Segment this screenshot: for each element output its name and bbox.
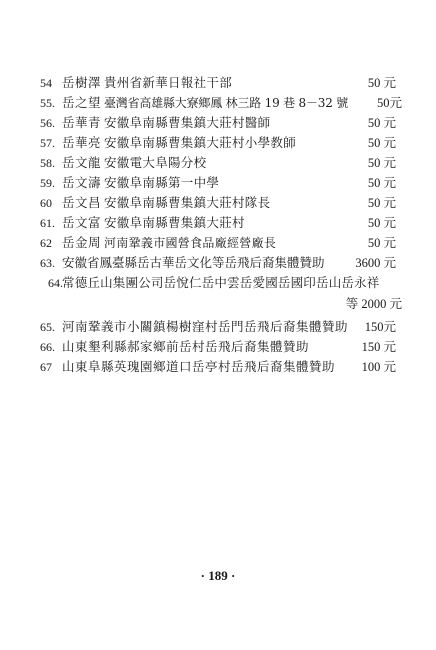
entry-number: 58.: [40, 156, 55, 170]
page-number: · 189 ·: [200, 568, 236, 583]
entry-name: 岳樹澤: [62, 75, 102, 90]
entry-name: 山東阜縣英瑰園鄉道口岳亭村岳飛后裔集體贊助: [62, 359, 336, 374]
entry-name: 常德丘山集團公司岳悅仁岳中雲岳愛國岳國印岳山岳永祥: [62, 275, 380, 290]
entry-number: 56.: [40, 116, 55, 130]
entry-name: 岳文濤: [62, 175, 102, 190]
entry-amount: 等 2000 元: [345, 297, 402, 311]
list-item: [0, 273, 436, 293]
entry-description: 安徽阜南縣曹集鎮大莊村小學教師: [104, 135, 297, 150]
entry-name: 岳文富: [62, 215, 102, 230]
list-item: [0, 73, 436, 93]
entry-name: 安徽省鳳臺縣岳古華岳文化等岳飛后裔集體贊助: [62, 255, 325, 270]
entry-amount: 50元: [376, 96, 402, 110]
entry-number: 61.: [40, 216, 55, 230]
entry-description: 安徽阜南縣第一中學: [104, 175, 220, 190]
entry-amount: 50 元: [367, 116, 396, 130]
entry-name: 岳之望: [62, 95, 102, 110]
list-item-continuation: [0, 293, 436, 315]
entry-name: 河南鞏義市小關鎮楊樹窪村岳門岳飛后裔集體贊助: [62, 319, 349, 334]
entry-amount: 150元: [364, 320, 396, 334]
entry-amount: 50 元: [367, 216, 396, 230]
entry-number: 67: [40, 360, 52, 374]
entry-amount: 50 元: [367, 176, 396, 190]
list-item: [0, 113, 436, 133]
entry-number: 65.: [40, 320, 55, 334]
entry-number: 64.: [48, 276, 63, 290]
entry-number: 62: [40, 236, 52, 250]
entry-amount: 50 元: [367, 136, 396, 150]
entry-amount: 50 元: [367, 236, 396, 250]
entry-name: 岳文龍: [62, 155, 102, 170]
entry-description: 臺灣省高雄縣大寮鄉鳳 林三路 19 巷 8－32 號: [104, 96, 349, 110]
donor-list: [0, 73, 436, 377]
entry-number: 60: [40, 196, 52, 210]
entry-description: 安徽阜南縣曹集鎮大莊村: [104, 215, 245, 230]
entry-name: 岳金周: [62, 235, 102, 250]
list-item: [0, 193, 436, 213]
list-item: [0, 213, 436, 233]
list-item: [0, 153, 436, 173]
entry-number: 66.: [40, 340, 55, 354]
entry-amount: 50 元: [367, 76, 396, 90]
entry-name: 岳華亮: [62, 135, 102, 150]
entry-number: 54: [40, 76, 52, 90]
entry-name: 岳文昌: [62, 195, 102, 210]
entry-description: 安徽阜南縣曹集鎮大莊村隊長: [104, 195, 271, 210]
entry-name: 山東墾利縣郝家鄉前岳村岳飛后裔集體贊助: [62, 339, 310, 354]
entry-amount: 3600 元: [355, 256, 396, 270]
entry-description: 安徽阜南縣曹集鎮大莊村醫師: [104, 115, 271, 130]
entry-description: 安徽電大阜陽分校: [104, 155, 207, 170]
entry-number: 55.: [40, 96, 55, 110]
entry-amount: 150 元: [361, 340, 396, 354]
list-item: [0, 317, 436, 337]
entry-number: 63.: [40, 256, 55, 270]
list-item: [0, 173, 436, 193]
list-item: [0, 233, 436, 253]
entry-amount: 100 元: [361, 360, 396, 374]
entry-amount: 50 元: [367, 196, 396, 210]
entry-description: 河南鞏義市國營食品廠經營廠長: [104, 236, 277, 250]
entry-description: 貴州省新華日報社干部: [104, 75, 233, 90]
list-item: [0, 357, 436, 377]
entry-number: 57.: [40, 136, 55, 150]
list-item: [0, 337, 436, 357]
entry-number: 59.: [40, 176, 55, 190]
entry-name: 岳華青: [62, 115, 102, 130]
list-item: [0, 133, 436, 153]
list-item: [0, 253, 436, 273]
list-item: [0, 93, 436, 113]
entry-amount: 50 元: [367, 156, 396, 170]
